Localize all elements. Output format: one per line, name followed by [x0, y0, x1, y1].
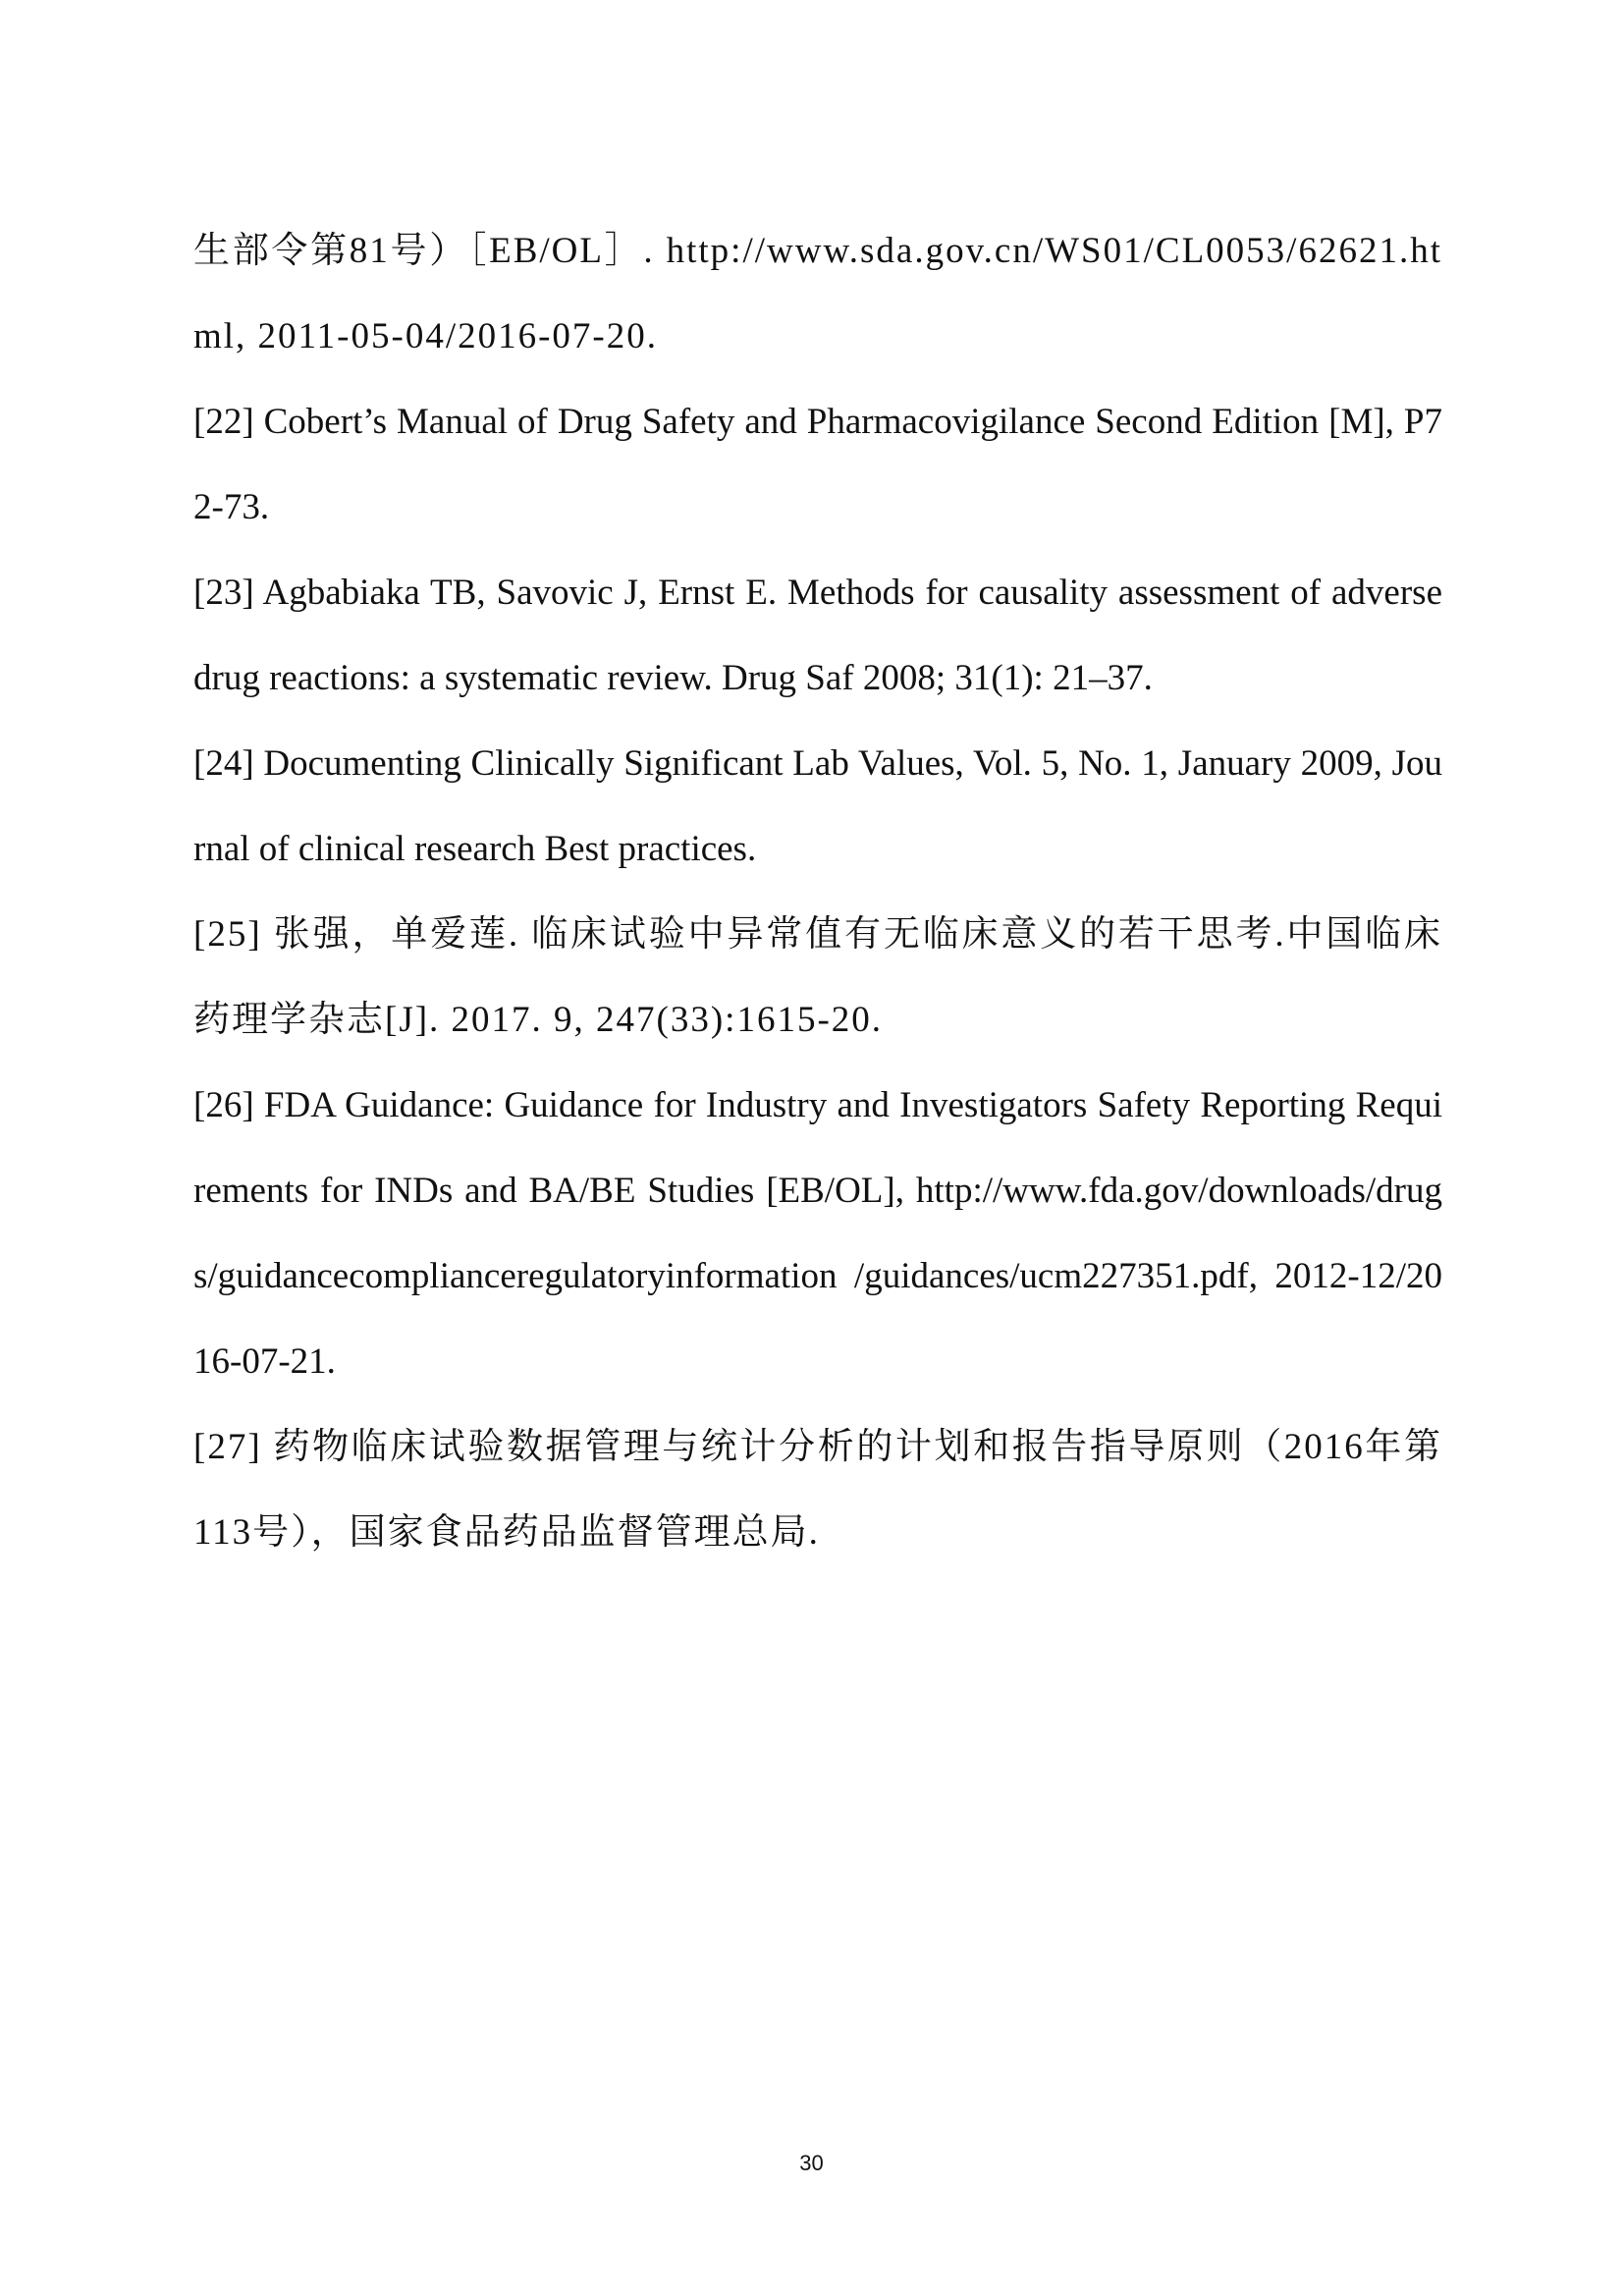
- reference-23: [23] Agbabiaka TB, Savovic J, Ernst E. Methods for causality assessment of adverse drug reactions: a systematic review. Drug Saf 2008; 31(1): 21–37.: [193, 573, 1442, 698]
- reference-24: [24] Documenting Clinically Significant Lab Values, Vol. 5, No. 1, January 2009, Journal of clinical research Best practices.: [193, 743, 1442, 869]
- reference-26: [26] FDA Guidance: Guidance for Industry and Investigators Safety Reporting Requirements for INDs and BA/BE Studies [EB/OL], http://www.fda.gov/downloads/drugs/guidancecomplianceregulatoryinformation /guidances/ucm227351.pdf, 2012-12/2016-07-21.: [193, 1085, 1442, 1382]
- reference-list: [193, 208, 1442, 1575]
- reference-27: [27] 药物临床试验数据管理与统计分析的计划和报告指导原则（2016年第113号），国家食品药品监督管理总局.: [193, 1427, 1442, 1553]
- reference-25: [25] 张强，单爱莲. 临床试验中异常值有无临床意义的若干思考.中国临床药理学杂志[J]. 2017. 9, 247(33):1615-20.: [193, 914, 1442, 1040]
- page-number: 30: [799, 2151, 824, 2175]
- reference-22: [22] Cobert’s Manual of Drug Safety and Pharmacovigilance Second Edition [M], P72-73.: [193, 402, 1442, 527]
- reference-21-continuation: 生部令第81号）［EB/OL］. http://www.sda.gov.cn/WS01/CL0053/62621.html, 2011-05-04/2016-07-20.: [193, 231, 1442, 356]
